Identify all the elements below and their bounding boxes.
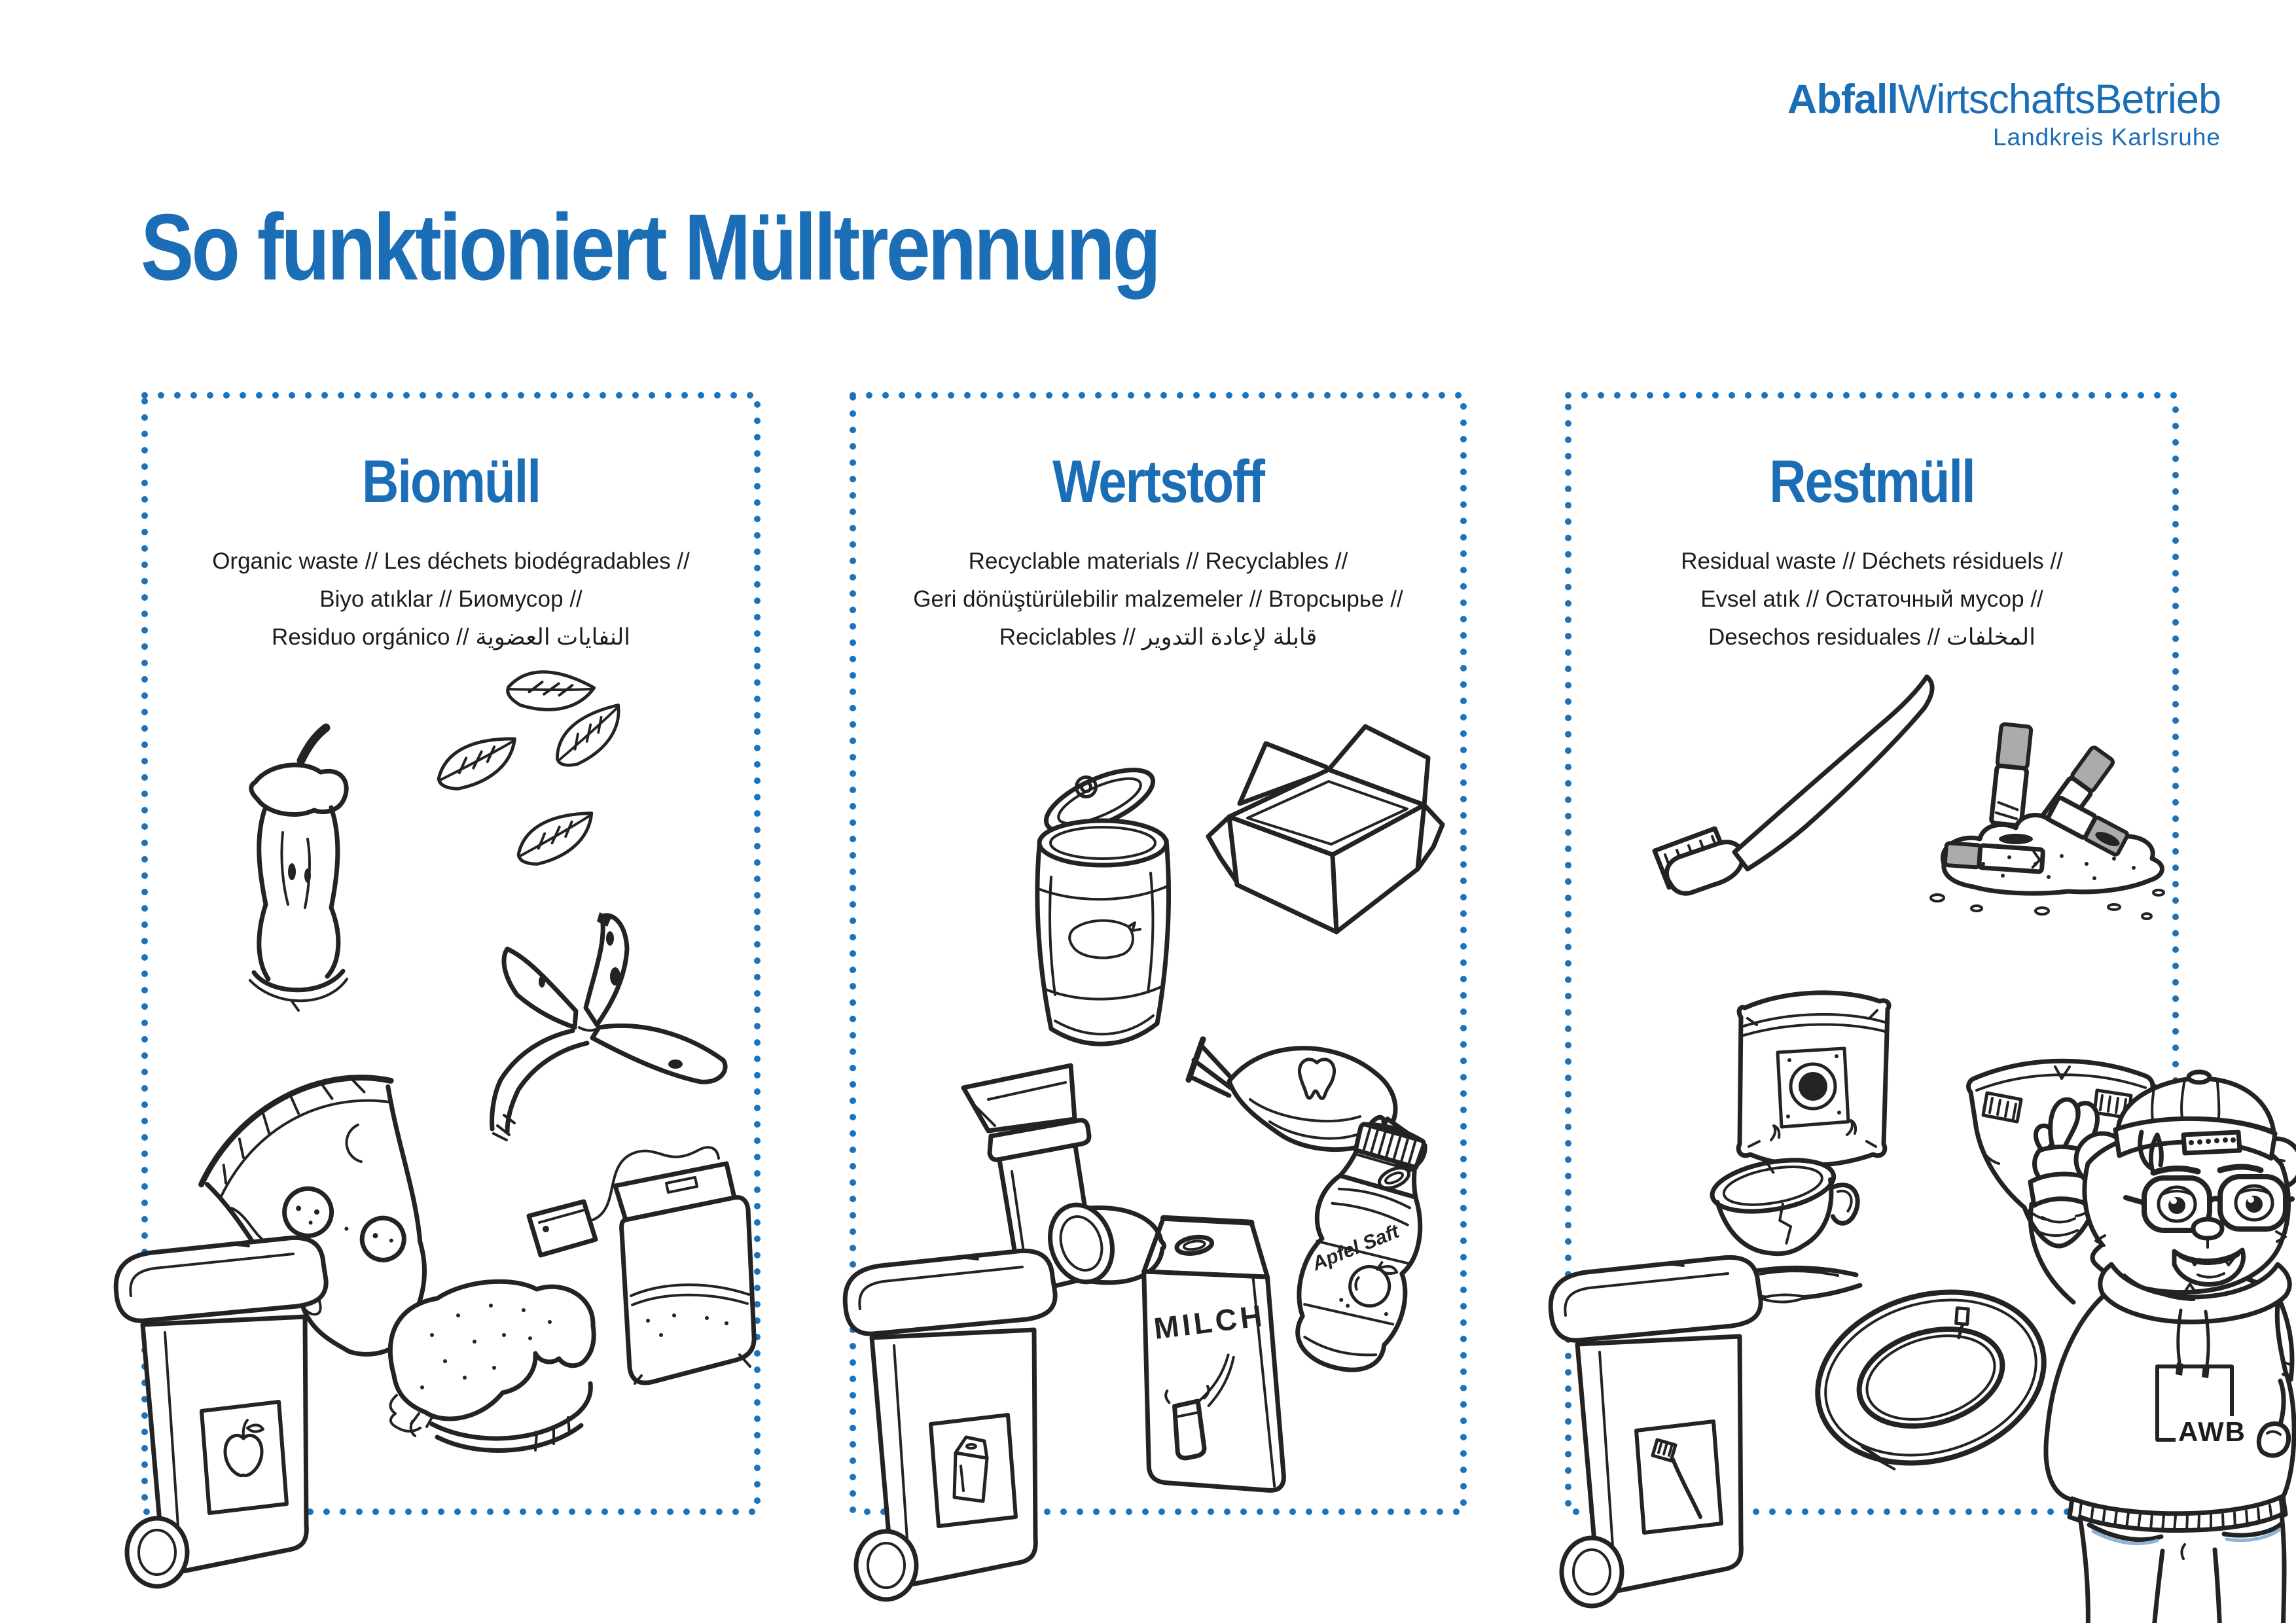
translation-line: Organic waste // Les déchets biodégradables //: [212, 548, 690, 574]
residual-waste-bin: [1532, 1237, 1774, 1603]
leaves-icon: [425, 661, 655, 903]
translation-line: Evsel atık // Остаточный мусор //: [1700, 586, 2043, 612]
logo: [1787, 77, 2221, 151]
column-heading-biomuell: Biomüll: [362, 447, 540, 516]
toothbrush-icon: [1636, 648, 1944, 916]
cardboard-box-icon: [1204, 707, 1446, 955]
translation-line: Desechos residuales // المخلفات: [1708, 624, 2036, 650]
logo-subtitle: Landkreis Karlsruhe: [1992, 124, 2221, 151]
translation-line: Reciclables // قابلة لإعادة التدوير: [999, 624, 1318, 650]
juice-bottle-icon: [1270, 1113, 1446, 1374]
page-title: So funktioniert Mülltrennung: [141, 194, 1159, 300]
column-heading-wertstoff: Wertstoff: [1052, 447, 1264, 516]
milk-carton-label: MILCH: [1152, 1298, 1267, 1346]
translation-line: Residual waste // Déchets résiduels //: [1681, 548, 2063, 574]
translation-line: Residuo orgánico // النفايات العضوية: [272, 624, 630, 650]
juice-bottle-label: Apfel Saft: [1309, 1221, 1403, 1275]
translation-line: Recyclable materials // Recyclables //: [968, 548, 1348, 574]
awb-bear-mascot: [1990, 1067, 2296, 1623]
recyclables-bin: [826, 1230, 1068, 1597]
hoodie-logo-text: AWB: [2178, 1416, 2246, 1447]
cigarette-butts-icon: [1918, 668, 2186, 929]
translation-line: Biyo atıklar // Биомусор //: [319, 586, 583, 612]
logo-wordmark-bold: Abfall: [1787, 77, 1898, 122]
bio-waste-bin: [97, 1217, 339, 1584]
translation-line: Geri dönüştürülebilir malzemeler // Вторсырье //: [913, 586, 1403, 612]
logo-wordmark: [1787, 77, 2221, 122]
column-heading-restmuell: Restmüll: [1769, 447, 1975, 516]
logo-wordmark-rest: WirtschaftsBetrieb: [1897, 77, 2221, 122]
sandwich-icon: [334, 1237, 641, 1512]
apple-core-icon: [216, 720, 373, 1021]
